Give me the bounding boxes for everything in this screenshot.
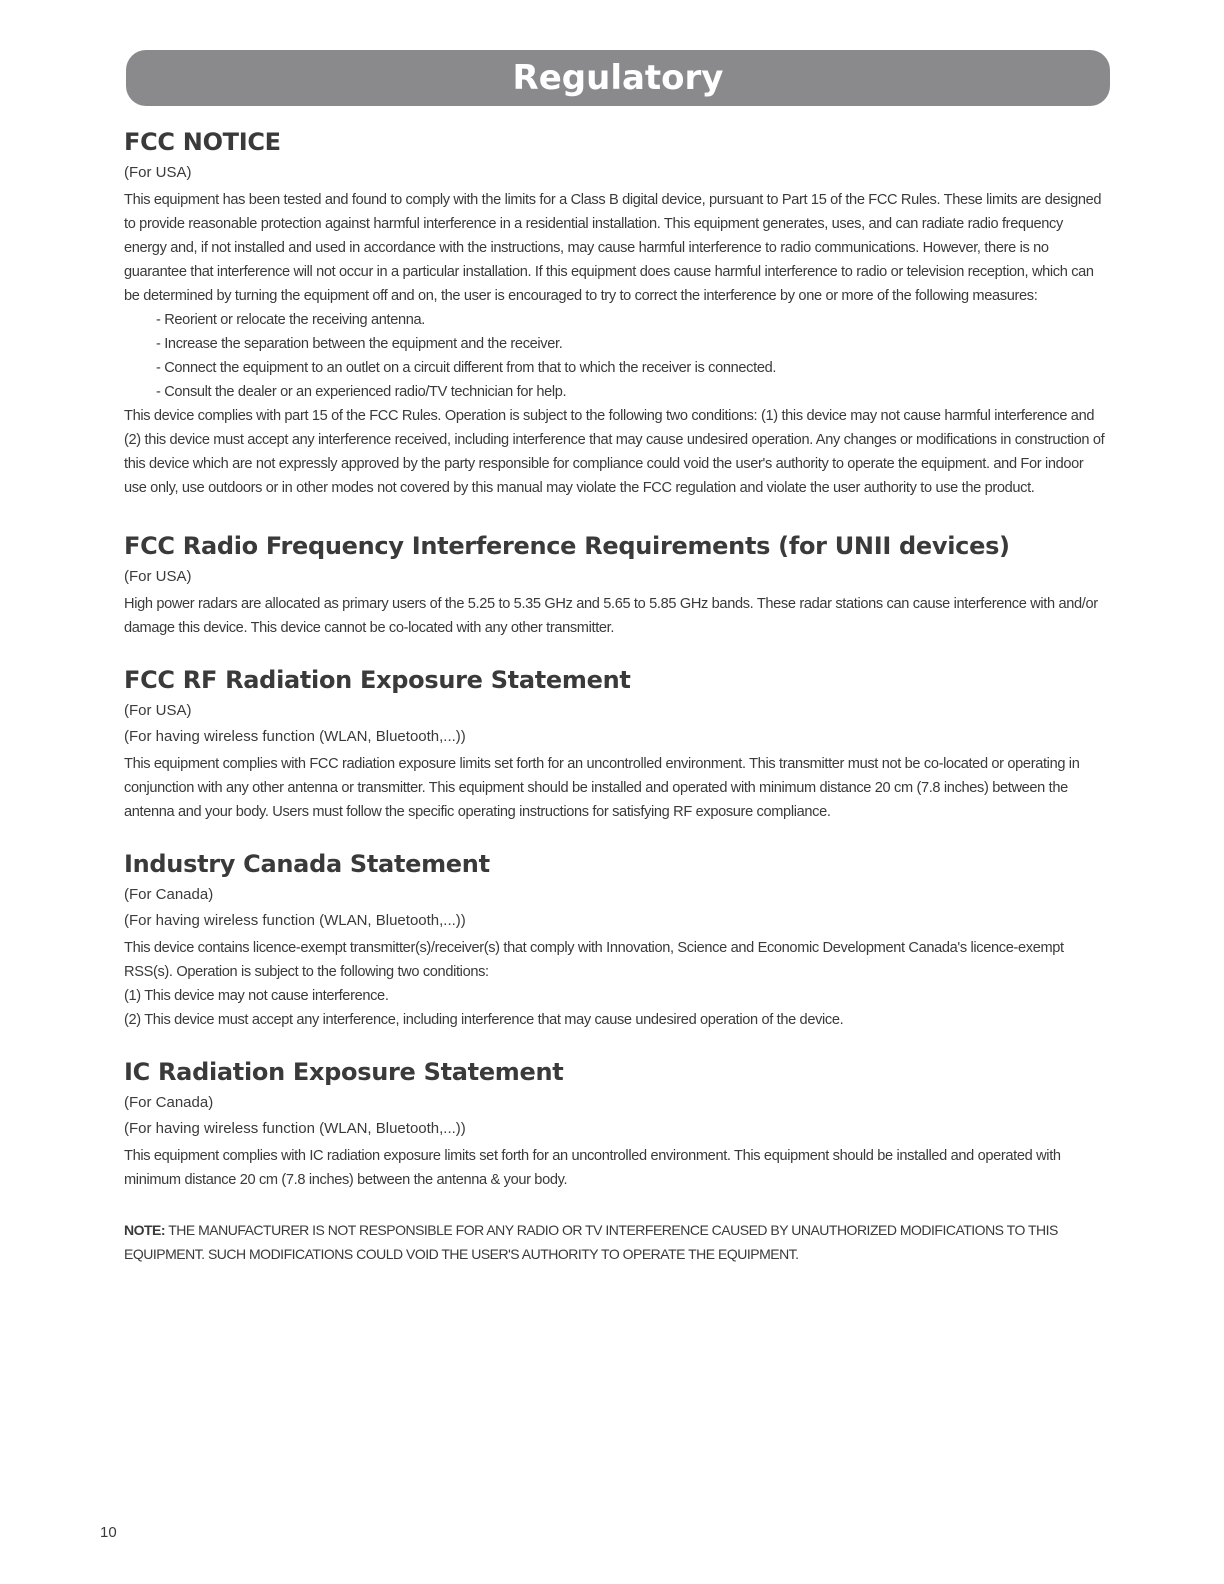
section-heading: IC Radiation Exposure Statement <box>124 1058 564 1086</box>
paragraph: This device complies with part 15 of the FCC Rules. Operation is subject to the following two conditions: (1) this device may not cause harmful interference and (2) this device must accept any interference received, including interference that may cause undesired operation. Any changes or modifications in construction of this device which are not expressly approved by the party responsible for compliance could void the user's authority to operate the equipment. and For indoor use only, use outdoors or in other modes not covered by this manual may violate the FCC regulation and violate the user authority to use the product. <box>124 408 1105 496</box>
measures-list <box>124 308 1109 404</box>
paragraph: This equipment complies with IC radiation exposure limits set forth for an uncontrolled environment. This equipment should be installed and operated with minimum distance 20 cm (7.8 inches) between the antenna & your body. <box>124 1148 1061 1188</box>
list-item: - Connect the equipment to an outlet on a circuit different from that to which the receiver is connected. <box>156 356 1109 380</box>
page-title: Regulatory <box>512 58 724 98</box>
region-label: (For Canada) <box>124 1094 214 1111</box>
region-label: (For USA) <box>124 702 192 719</box>
disclaimer-note <box>124 1218 1109 1266</box>
paragraph: This device contains licence-exempt transmitter(s)/receiver(s) that comply with Innovation, Science and Economic Development Canada's licence-exempt RSS(s). Operation is subject to the following two conditions: <box>124 940 1064 980</box>
section-heading: FCC Radio Frequency Interference Requirements (for UNII devices) <box>124 532 1010 560</box>
section-heading: Industry Canada Statement <box>124 850 490 878</box>
paragraph: This equipment complies with FCC radiation exposure limits set forth for an uncontrolled environment. This transmitter must not be co-located or operating in conjunction with any other antenna or transmitter. This equipment should be installed and operated with minimum distance 20 cm (7.8 inches) between the antenna and your body. Users must follow the specific operating instructions for satisfying RF exposure compliance. <box>124 756 1080 820</box>
ic-exposure-section <box>124 1058 1109 1192</box>
condition-1: (1) This device may not cause interference. <box>124 988 389 1004</box>
wireless-label: (For having wireless function (WLAN, Bluetooth,...)) <box>124 1120 466 1137</box>
condition-2: (2) This device must accept any interference, including interference that may cause undesired operation of the device. <box>124 1012 844 1028</box>
note-text: THE MANUFACTURER IS NOT RESPONSIBLE FOR ANY RADIO OR TV INTERFERENCE CAUSED BY UNAUTHORIZED MODIFICATIONS TO THIS EQUIPMENT. SUCH MODIFICATIONS COULD VOID THE USER'S AUTHORITY TO OPERATE THE EQUIPMENT. <box>124 1222 1058 1262</box>
section-heading: FCC NOTICE <box>124 128 281 156</box>
list-item: - Increase the separation between the equipment and the receiver. <box>156 332 1109 356</box>
wireless-label: (For having wireless function (WLAN, Bluetooth,...)) <box>124 728 466 745</box>
list-item: - Consult the dealer or an experienced radio/TV technician for help. <box>156 380 1109 404</box>
section-heading: FCC RF Radiation Exposure Statement <box>124 666 631 694</box>
fcc-rf-exposure-section <box>124 666 1109 824</box>
document-body <box>124 128 1109 1266</box>
fcc-rf-interference-section <box>124 532 1109 640</box>
region-label: (For Canada) <box>124 886 214 903</box>
region-label: (For USA) <box>124 164 192 181</box>
note-label: NOTE: <box>124 1222 166 1238</box>
wireless-label: (For having wireless function (WLAN, Bluetooth,...)) <box>124 912 466 929</box>
paragraph: High power radars are allocated as primary users of the 5.25 to 5.35 GHz and 5.65 to 5.85 GHz bands. These radar stations can cause interference with and/or damage this device. This device cannot be co-located with any other transmitter. <box>124 596 1098 636</box>
region-label: (For USA) <box>124 568 192 585</box>
page-number: 10 <box>100 1524 117 1541</box>
paragraph: This equipment has been tested and found to comply with the limits for a Class B digital device, pursuant to Part 15 of the FCC Rules. These limits are designed to provide reasonable protection against harmful interference in a residential installation. This equipment generates, uses, and can radiate radio frequency energy and, if not installed and used in accordance with the instructions, may cause harmful interference to radio communications. However, there is no guarantee that interference will not occur in a particular installation. If this equipment does cause harmful interference to radio or television reception, which can be determined by turning the equipment off and on, the user is encouraged to try to correct the interference by one or more of the following measures: <box>124 192 1102 304</box>
list-item: - Reorient or relocate the receiving antenna. <box>156 308 1109 332</box>
industry-canada-section <box>124 850 1109 1032</box>
fcc-notice-section <box>124 128 1109 500</box>
regulatory-banner <box>126 50 1110 106</box>
